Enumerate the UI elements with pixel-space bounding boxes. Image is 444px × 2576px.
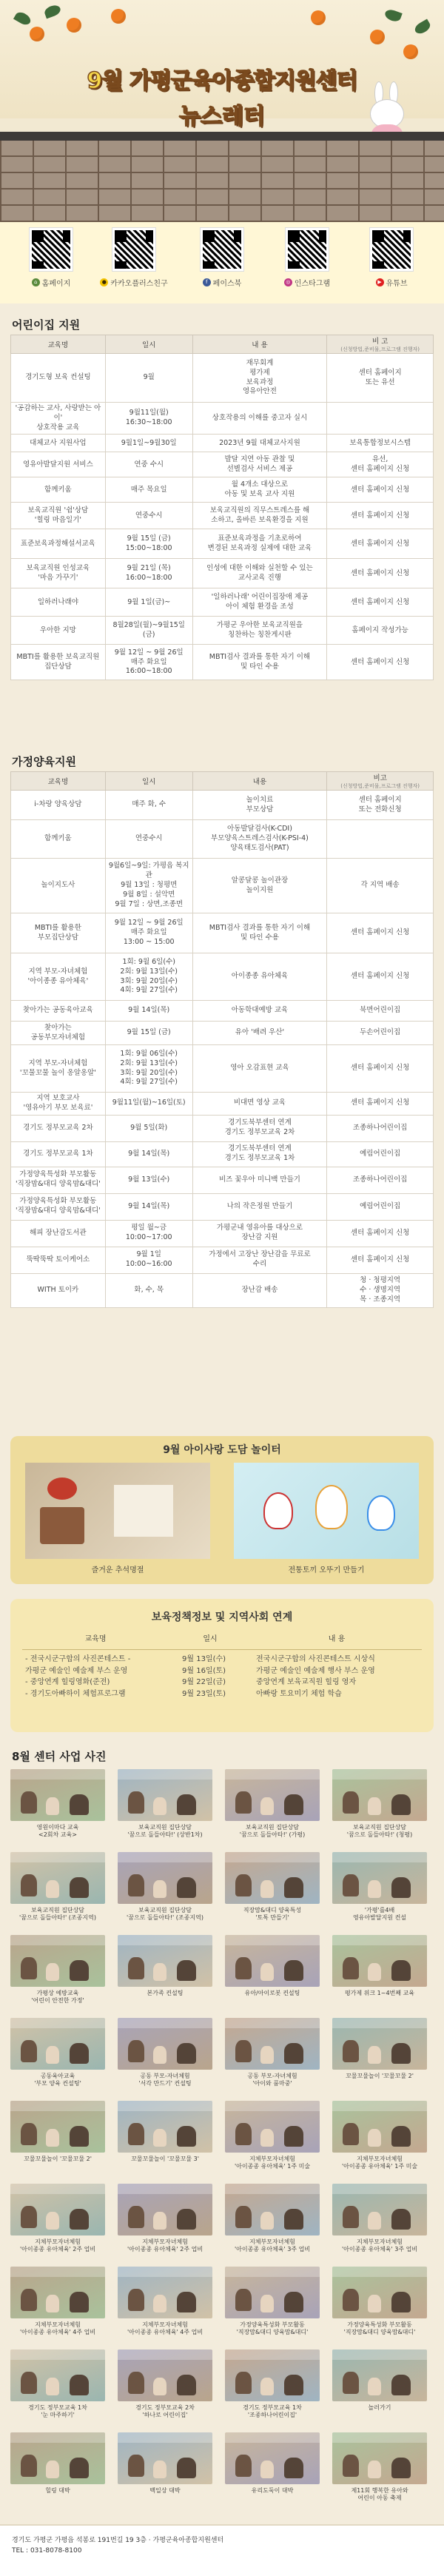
qr-kakao[interactable] [93,228,175,288]
persimmon-decoration [111,9,126,24]
activity-photo [225,2018,320,2070]
col-header: 일시 [203,1635,218,1643]
cell-note: 보육통합정보시스템 [327,435,434,452]
cell-name: 놀이지도사 [11,859,106,913]
table-row [11,559,434,588]
cell-content: 비즈 꽃우아 미니백 만들기 [192,1167,327,1193]
activity-caption: 보육교직원 집단상담 '꿈으로 돌들아타!' (상반1차) [127,1824,203,1838]
link-title: 보육정책정보 및 지역사회 연계 [151,1611,293,1623]
cell-date: 9월 1일 10:00~16:00 [105,1247,192,1273]
cell-name: '공감하는 교사, 사랑받는 아이' 상호작용 교육 [11,403,106,435]
cell-name: 일하러나래야 [11,588,106,617]
cell-note [327,820,434,859]
cell-date: 매주 목요일 [105,477,192,503]
activity-caption: 지체부모자녀체험 '아이종종 유아체육' 2주 업비 [19,2238,96,2253]
activity-photo [225,1852,320,1904]
cell-name: 찾아가는 공동육아교육 [11,1001,106,1022]
cell-note: 조종하나어린이집 [327,1115,434,1141]
cell-date: 8월28일(월)~9월15일(금) [105,617,192,645]
cell-name: MBTI를 활용한 보육교직원 집단상담 [11,645,106,680]
play-photo-2 [234,1463,419,1559]
activity-photo [332,2018,427,2070]
title-line-2: 뉴스레터 [179,104,265,130]
table-row [11,1273,434,1307]
cell-note: 조종하나어린이집 [327,1167,434,1193]
cell-note: 예림어린이집 [327,1141,434,1167]
instagram-icon: ◎ [284,278,292,286]
activity-caption: 지체부모자녀체험 '아이종종 유아체육' 3주 업비 [341,2238,418,2253]
cell-name: WITH 토이카 [11,1273,106,1307]
cell-content: 비대면 영상 교육 [192,1093,327,1116]
qr-label: 홈페이지 [41,280,71,288]
cell-note: 북면어린이집 [327,1001,434,1022]
table-row [11,791,434,820]
activity-caption: 지체부모자녀체험 '아이종종 유아체육' 4주 업비 [19,2321,96,2335]
footer-address: 경기도 가평군 가평읍 석봉로 191번길 19 3층 · 가평군육아종합지원센터 [12,2537,224,2544]
cell-content: 아동학대예방 교육 [192,1001,327,1022]
link-dates: 9월 13일(수) 9월 16일(토) 9월 22일(금) 9월 23일(토) [182,1655,226,1698]
activity-photo [118,2184,212,2235]
qr-code-image [370,228,413,271]
activity-photo [225,1769,320,1821]
activity-caption: 지체부모자녀체험 '아이종종 유아체육' 3주 업비 [234,2238,311,2253]
activity-photo [225,2349,320,2401]
footer [0,2524,444,2576]
cell-date: 1회: 9월 06일(수) 2회: 9월 13일(수) 3회: 9월 20일(수) 4회: 9월 27일(수) [105,1045,192,1093]
activity-photo [118,1935,212,1987]
activity-caption: 보육교직원 집단상담 '꿈으로 돌들아타!' (조종지역) [19,1907,96,1921]
cell-content: 2023년 9월 대체교사지원 [192,435,327,452]
cell-note: 센터 홈페이지 신청 [327,559,434,588]
activity-photo [10,2349,105,2401]
col-header: 내 용 [328,1635,346,1643]
cell-content: 가평군 우아한 보육교직원을 칭찬하는 칭찬게시판 [192,617,327,645]
table-row [11,1115,434,1141]
table-row [11,820,434,859]
cell-date: 9월 12일 ~ 9월 26일 매주 화요일 13:00 ~ 15:00 [105,913,192,953]
activity-photo [10,1852,105,1904]
play-photo-1 [25,1463,210,1559]
cell-note: 유선, 센터 홈페이지 신청 [327,452,434,477]
persimmon-decoration [30,27,44,41]
activity-caption: 유아/아이로봇 컨설팅 [244,1990,300,1996]
activity-photo [118,2349,212,2401]
cell-content: 영아 오감표현 교육 [192,1045,327,1093]
qr-label: 인스타그램 [294,280,331,288]
activity-caption: 보육교직원 집단상담 '꿈으로 돌들아타!' (가평) [239,1824,306,1838]
cell-content: 장난감 배송 [192,1273,327,1307]
table-row [11,1193,434,1220]
cell-note [327,403,434,435]
activity-caption: 평가제 위크 1~4번째 교육 [344,1990,415,1996]
qr-facebook[interactable] [181,228,263,288]
activity-photo [225,2267,320,2318]
cell-date: 9월 14일(목) [105,1141,192,1167]
table-row [11,1022,434,1045]
qr-label: 페이스북 [212,280,242,288]
activity-photo [10,2101,105,2153]
activity-photo [225,1935,320,1987]
cell-content: MBTI검사 결과를 통한 자기 이해 및 타인 수용 [192,645,327,680]
activity-caption: 본가족 컨설팅 [147,1990,184,1996]
daycare-section-title: 어린이집 지원 [12,318,81,332]
activity-photo [332,1935,427,1987]
cell-content: 보육교직원의 직무스트레스를 해 소하고, 올바른 보육환경을 지원 [192,503,327,529]
activity-photo [10,2018,105,2070]
title-line-1: 9월 가평군육아종합지원센터 [87,68,357,94]
play-title: 9월 아이사랑 도담 놀이터 [163,1444,281,1456]
activity-caption: 가정양육특성화 부모활동 '직장맘&대디 양육맘&대디' [343,2321,416,2335]
col-header: 일시 [105,772,192,791]
activity-caption: 지체부모자녀체험 '아이종종 유아체육' 2주 업비 [127,2238,204,2253]
table-row [11,1093,434,1116]
activity-caption: 지체부모자녀체험 '아이종종 유아체육' 1주 미술 [234,2156,311,2170]
link-contents: 전국시군구합의 사진콘테스트 시상식 가평군 예술인 예술제 행사 부스 운영 중앙연계 보육교직원 힐링 영자 아빠랑 토요미기 체험 학습 [256,1655,375,1698]
cell-note: 센터 홈페이지 신청 [327,913,434,953]
cell-content: 표준보육과정을 기초로하여 변경된 보육과정 실제에 대한 교육 [192,529,327,559]
activity-caption: 꼬물꼬물놀이 '꼬물꼬물 3' [131,2156,199,2162]
activity-caption: 지체부모자녀체험 '아이종종 유아체육' 4주 업비 [127,2321,204,2335]
cell-name: 대체교사 지원사업 [11,435,106,452]
activity-photo [332,2267,427,2318]
cell-note: 각 지역 배송 [327,859,434,913]
activity-photo [10,1935,105,1987]
cell-date: 9월 14일(목) [105,1001,192,1022]
cell-name: 우아한 지망 [11,617,106,645]
cell-date: 9월 15일 (금) 15:00~18:00 [105,529,192,559]
cell-note: 두손어린이집 [327,1022,434,1045]
col-header: 비고 (신청방법,준비물,프로그램 진행자) [327,772,434,791]
cell-date: 연중 수시 [105,452,192,477]
activity-photo [10,1769,105,1821]
table-row [11,452,434,477]
activity-photo [10,2432,105,2484]
col-header: 내 용 [192,335,327,354]
activity-caption: 가정양육특성화 부모활동 '직장맘&대디 양육맘&대디' [236,2321,309,2335]
cell-note: 센터 홈페이지 신청 [327,588,434,617]
cell-date: 9월 14일(목) [105,1193,192,1220]
table-row [11,953,434,1001]
family-section-title: 가정양육지원 [12,755,76,768]
cell-name: 가정양육특성화 부모활동 '직장맘&대디 양육맘&대디' [11,1193,106,1220]
persimmon-decoration [67,18,81,33]
persimmon-decoration [403,44,418,59]
kakao-icon: ● [100,278,108,286]
table-row [11,859,434,913]
cell-date: 9월1일~9월30일 [105,435,192,452]
cell-note: 예림어린이집 [327,1193,434,1220]
cell-date: 매주 화, 수 [105,791,192,820]
cell-content: 놀이치료 부모상담 [192,791,327,820]
cell-note: 센터 홈페이지 신청 [327,529,434,559]
activity-photo [332,2349,427,2401]
activity-photo [332,1769,427,1821]
cell-date: 9월11일(월)~16일(토) [105,1093,192,1116]
activity-caption: 공동육아교육 '부모 양육 컨설팅' [34,2073,81,2087]
cell-date: 9월6일~9일: 가평읍 복지관 9월 13일 : 청평면 9월 8일 : 설악면 9월 7일 : 상면,조종면 [105,859,192,913]
cell-content: 경기도북부센터 연계 경기도 정부모교육 2차 [192,1115,327,1141]
cell-name: 영유아발달지원 서비스 [11,452,106,477]
cell-note: 센터 홈페이지 신청 [327,1220,434,1247]
qr-code-image [201,228,243,271]
activity-photo [332,2184,427,2235]
qr-label: 카카오플러스친구 [110,280,168,288]
cell-content: 알콩달콩 놀이관장 놀이지원 [192,859,327,913]
cell-content: 유아 '배려 우산' [192,1022,327,1045]
persimmon-decoration [370,30,385,44]
cell-content: 나의 작은정원 만들기 [192,1193,327,1220]
cell-date: 9월 12일 ~ 9월 26일 매주 화요일 16:00~18:00 [105,645,192,680]
table-row [11,645,434,680]
august-section-title: 8월 센터 사업 사진 [12,1750,107,1763]
cell-name: MBTI를 활용한 부모집단상담 [11,913,106,953]
activity-photo [118,2018,212,2070]
newsletter-title [59,62,385,130]
cell-name: 보육교직원 인성교육 '마음 가꾸기' [11,559,106,588]
qr-code-image [112,228,155,271]
activity-photo [332,1852,427,1904]
cell-date: 9월 13일(수) [105,1167,192,1193]
cell-date: 9월 21일 (목) 16:00~18:00 [105,559,192,588]
col-header: 교육명 [11,772,106,791]
cell-note: 센터 홈페이지 신청 [327,1093,434,1116]
daycare-table [10,335,434,680]
home-icon: ⌂ [32,278,40,286]
table-row [11,354,434,403]
cell-content: 가평군내 영유아를 대상으로 장난감 지원 [192,1220,327,1247]
activity-caption: 꼬물꼬물놀이 '꼬물꼬물 2' [346,2073,414,2079]
play-section [10,1436,434,1584]
facebook-icon: f [203,278,211,286]
footer-tel: TEL : 031-8078-8100 [12,2546,82,2555]
table-row [11,617,434,645]
cell-name: 해피 장난감도서관 [11,1220,106,1247]
cell-date: 1회: 9월 6일(수) 2회: 9월 13일(수) 3회: 9월 20일(수) 4회: 9월 27일(수) [105,953,192,1001]
activity-caption: 지체부모자녀체험 '아이종종 유아체육' 1주 미술 [341,2156,418,2170]
cell-note: 센터 홈페이지 신청 [327,1247,434,1273]
qr-instagram[interactable] [266,228,348,288]
qr-youtube[interactable] [351,228,432,288]
activity-caption: 가평상 예방교육 '어린이 안전한 가정' [31,1990,84,2004]
cell-note: 센터 홈페이지 신청 [327,503,434,529]
table-row [11,1247,434,1273]
cell-name: 표준보육과정해설서교육 [11,529,106,559]
activity-photo [10,2184,105,2235]
play-caption-1: 즐거운 추석명절 [91,1566,144,1574]
cell-note: 센터 홈페이지 신청 [327,953,434,1001]
qr-code-image [286,228,329,271]
cell-name: 보육교직원 '쉼'상담 '힐링 마음일기' [11,503,106,529]
activity-caption: 공동 부모-자녀체험 '아이와 품마중' [247,2073,297,2087]
cell-content: '일하러나래' 어린이집장애 제공 아이 체험 환경을 조성 [192,588,327,617]
activity-caption: 공동 부모-자녀체험 '서각 만드기' 컨설팅 [138,2073,192,2087]
table-row [11,913,434,953]
cell-name: 지역 부모-자녀체험 '아이종종 유아체육' [11,953,106,1001]
table-row [11,1167,434,1193]
table-header-row [11,772,434,791]
activity-photo [118,1769,212,1821]
cell-date: 9월11일(월) 16:30~18:00 [105,403,192,435]
activity-caption: 경기도 정부모교육 1차 '조종하나어린이집' [243,2404,302,2418]
cell-note: 센터 홈페이지 또는 유선 [327,354,434,403]
cell-date: 연중수시 [105,820,192,859]
cell-content: 발달 지연 아동 관찰 및 선별검사 서비스 제공 [192,452,327,477]
youtube-icon: ▶ [376,278,384,286]
cell-name: 지역 보호교사 '영유아기 부모 보육료' [11,1093,106,1116]
cell-content: 인성에 대한 이해와 실천할 수 있는 교사교육 진행 [192,559,327,588]
cell-date: 9월 [105,354,192,403]
table-row [11,477,434,503]
cell-date: 9월 5일(화) [105,1115,192,1141]
col-header: 교육명 [84,1635,107,1643]
activity-photo [332,2101,427,2153]
cell-date: 9월 15일 (금) [105,1022,192,1045]
activity-photo [225,2101,320,2153]
footer-info [12,2536,223,2556]
activity-caption: 백일상 대박 [149,2487,181,2494]
cell-date: 평일 월~금 10:00~17:00 [105,1220,192,1247]
activity-caption: 영원이마다 교육 <2회차 교육> [36,1824,79,1838]
cell-name: 경기도 정부모교육 2차 [11,1115,106,1141]
col-header: 교육명 [11,335,106,354]
link-names: - 전국시군구합의 사진콘테스트 - 가평군 예술인 예술제 부스 운영 - 중앙연계 힐링영화(준전) - 경기도아빠하이 체험프로그램 [25,1655,131,1698]
community-link-section [10,1599,434,1732]
cell-content: 상호작용의 이해를 중고자 실시 [192,403,327,435]
activity-photo [118,1852,212,1904]
activity-caption: 유리도둑이 대박 [251,2487,294,2494]
cell-name: 함께키움 [11,477,106,503]
activity-photo [10,2267,105,2318]
cell-name: 지역 부모-자녀체험 '꼬물꼬물 놀이 옹알옹알' [11,1045,106,1093]
cell-name: 경기도 정부모교육 1차 [11,1141,106,1167]
activity-caption: '가평'를4배 영유아발달지원 컨설 [352,1907,407,1921]
qr-label: 유튜브 [386,280,408,288]
cell-content: MBTI검사 결과를 통한 자기 이해 및 타인 수용 [192,913,327,953]
cell-note: 센터 홈페이지 신청 [327,477,434,503]
stone-wall [0,141,444,222]
activity-caption: 놀러가기 [368,2404,391,2411]
header-banner [0,0,444,222]
cell-content: 아동발달검사(K-CDI) 부모양육스트레스검사(K-PSI-4) 양육태도검사(PAT) [192,820,327,859]
cell-note: 센터 홈페이지 신청 [327,1045,434,1093]
cell-name: 함께키움 [11,820,106,859]
cell-note: 센터 홈페이지 또는 전화신청 [327,791,434,820]
table-row [11,529,434,559]
cell-note: 홈페이지 작성가능 [327,617,434,645]
table-row [11,1141,434,1167]
cell-date: 연중수시 [105,503,192,529]
cell-content: 가정에서 고장난 장난감을 무료로 수리 [192,1247,327,1273]
cell-date: 화, 수, 목 [105,1273,192,1307]
table-row [11,1220,434,1247]
cell-content: 경기도북부센터 연계 경기도 정부모교육 1차 [192,1141,327,1167]
activity-photo [118,2101,212,2153]
play-caption-2: 전통토끼 오뚜기 만들기 [288,1566,365,1574]
qr-homepage[interactable] [10,228,92,288]
cell-content: 월 4개소 대상으로 아동 및 보육 교사 지원 [192,477,327,503]
activity-caption: 직장맘&대디 양육특성 '토톡 만들기' [243,1907,302,1921]
activity-caption: 제11회 행복한 유아와 어린이 아동 축제 [351,2487,408,2501]
persimmon-decoration [311,10,326,25]
table-row [11,503,434,529]
col-header: 비 고 (신청방법,준비물,프로그램 진행자) [327,335,434,354]
cell-note: 청 · 청평지역 수 · 생명지역 목 · 조종지역 [327,1273,434,1307]
cell-note: 센터 홈페이지 신청 [327,645,434,680]
table-row [11,435,434,452]
col-header: 일시 [105,335,192,354]
cell-name: 뚝딱뚝딱 토이케어소 [11,1247,106,1273]
family-table [10,771,434,1308]
activity-photo [225,2432,320,2484]
activity-photo [118,2267,212,2318]
activity-caption: 꼬물꼬물놀이 '꼬물꼬물 2' [24,2156,92,2162]
table-row [11,1045,434,1093]
col-header: 내용 [192,772,327,791]
qr-code-row [0,222,444,303]
activity-caption: 힐링 대박 [45,2487,70,2494]
cell-name: 가정양육특성화 부모활동 '직장맘&대디 양육맘&대디' [11,1167,106,1193]
table-row [11,588,434,617]
cell-name: 찾아가는 공동부모자녀체험 [11,1022,106,1045]
table-header-row [11,335,434,354]
cell-date: 9월 1일(금)~ [105,588,192,617]
cell-name: i-차랑 양육상담 [11,791,106,820]
table-row [11,403,434,435]
activity-caption: 경기도 정부모교육 2차 '하나로 어린이집' [135,2404,195,2418]
activity-caption: 경기도 정부모교육 1차 '눈 마주하기' [28,2404,87,2418]
activity-caption: 보육교직원 집단상담 '꿈으로 돌들아타!' (청평) [346,1824,413,1838]
cell-name: 경기도형 보육 컨설팅 [11,354,106,403]
activity-photo [225,2184,320,2235]
activity-photo [118,2432,212,2484]
cell-content: 아이종종 유아체육 [192,953,327,1001]
activity-photo [332,2432,427,2484]
activity-caption: 보육교직원 집단상담 '꿈으로 돌들아타!' (조종지역) [127,1907,204,1921]
cell-content: 재무회계 평가제 보육과정 영유아안전 [192,354,327,403]
table-row [11,1001,434,1022]
qr-code-image [30,228,73,271]
